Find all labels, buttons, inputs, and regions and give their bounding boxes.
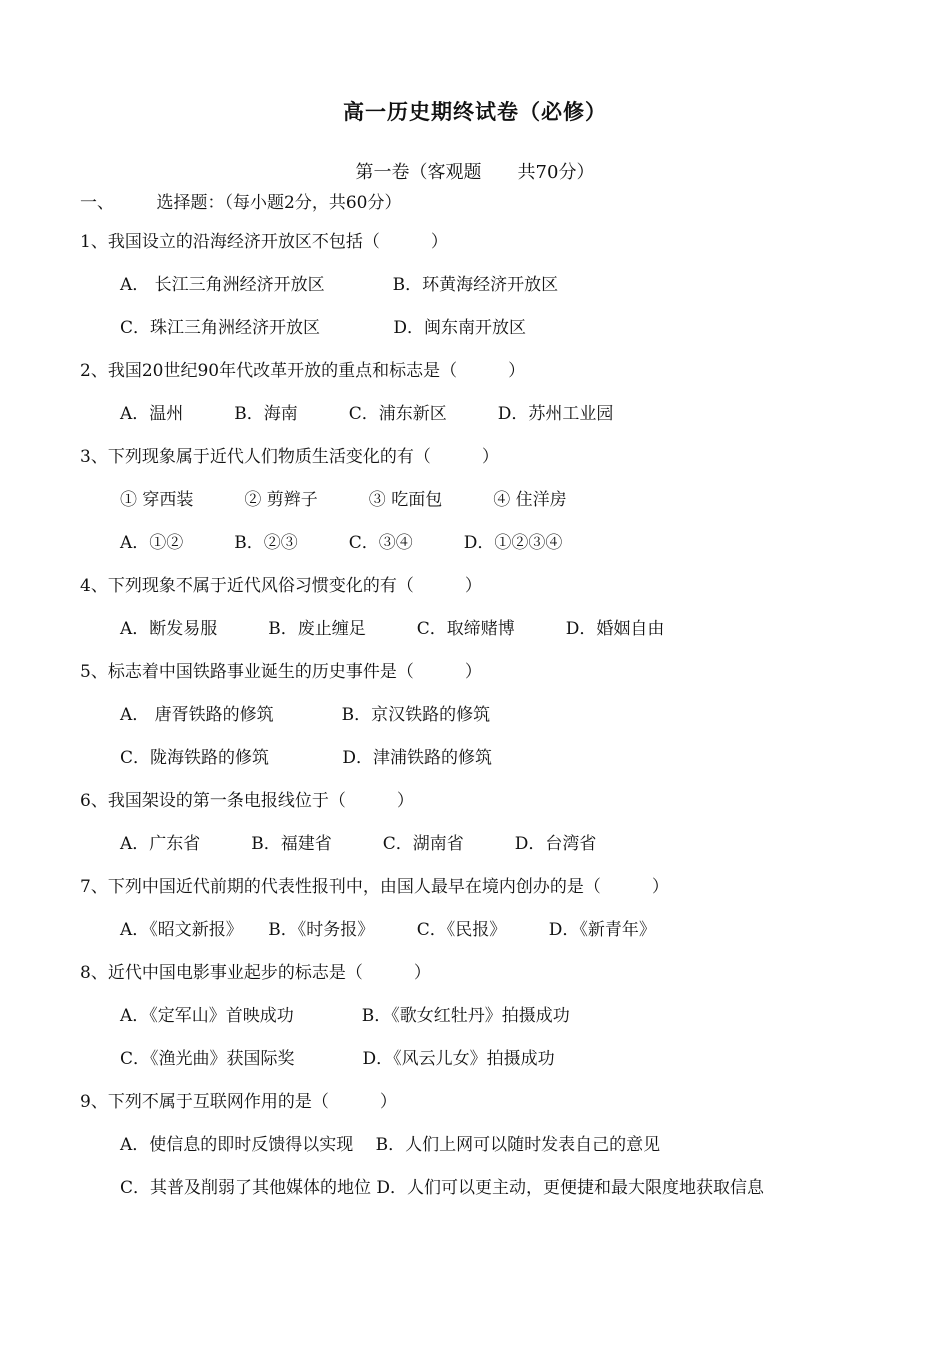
- question-8-stem: 8、近代中国电影事业起步的标志是（ ）: [80, 963, 431, 983]
- question-3-items-row: ① 穿西装 ② 剪辫子 ③ 吃面包 ④ 住洋房: [120, 490, 567, 510]
- question-6-options-row-1: A．广东省 B．福建省 C．湖南省 D．台湾省: [120, 834, 597, 854]
- question-list: [80, 230, 880, 1212]
- question-2-stem: 2、我国20世纪90年代改革开放的重点和标志是（ ）: [80, 361, 526, 381]
- question-9-options-row-2: C．其普及削弱了其他媒体的地位 D．人们可以更主动，更便捷和最大限度地获取信息: [120, 1178, 765, 1198]
- question-4-options-row-1: A．断发易服 B．废止缠足 C．取缔赌博 D．婚姻自由: [120, 619, 665, 639]
- question-8-options-row-2: C．《渔光曲》获国际奖 D．《风云儿女》拍摄成功: [120, 1049, 555, 1069]
- question-8-options-row-1: A．《定军山》首映成功 B．《歌女红牡丹》拍摄成功: [120, 1006, 570, 1026]
- question-1-stem: 1、我国设立的沿海经济开放区不包括（ ）: [80, 232, 448, 252]
- volume-title: 第一卷（客观题 共70分）: [355, 162, 595, 183]
- question-7-stem: 7、下列中国近代前期的代表性报刊中，由国人最早在境内创办的是（ ）: [80, 877, 669, 897]
- page-title: 高一历史期终试卷（必修）: [343, 99, 607, 124]
- question-4-stem: 4、下列现象不属于近代风俗习惯变化的有（ ）: [80, 576, 482, 596]
- question-7-options-row-1: A．《昭文新报》 B．《时务报》 C．《民报》 D．《新青年》: [120, 920, 656, 940]
- question-9-options-row-1: A．使信息的即时反馈得以实现 B．人们上网可以随时发表自己的意见: [120, 1135, 661, 1155]
- question-1-options-row-1: A． 长江三角洲经济开放区 B．环黄海经济开放区: [120, 275, 559, 295]
- question-6-stem: 6、我国架设的第一条电报线位于（ ）: [80, 791, 414, 811]
- question-2-options-row-1: A．温州 B．海南 C．浦东新区 D．苏州工业园: [120, 404, 614, 424]
- section-heading: 一、 选择题：（每小题2分，共60分）: [80, 193, 402, 213]
- question-3-stem: 3、下列现象属于近代人们物质生活变化的有（ ）: [80, 447, 499, 467]
- question-9-stem: 9、下列不属于互联网作用的是（ ）: [80, 1092, 397, 1112]
- question-5-options-row-1: A． 唐胥铁路的修筑 B．京汉铁路的修筑: [120, 705, 491, 725]
- question-5-options-row-2: C．陇海铁路的修筑 D．津浦铁路的修筑: [120, 748, 493, 768]
- question-5-stem: 5、标志着中国铁路事业诞生的历史事件是（ ）: [80, 662, 482, 682]
- question-3-options-row: A．①② B．②③ C．③④ D．①②③④: [120, 533, 563, 553]
- question-1-options-row-2: C．珠江三角洲经济开放区 D．闽东南开放区: [120, 318, 527, 338]
